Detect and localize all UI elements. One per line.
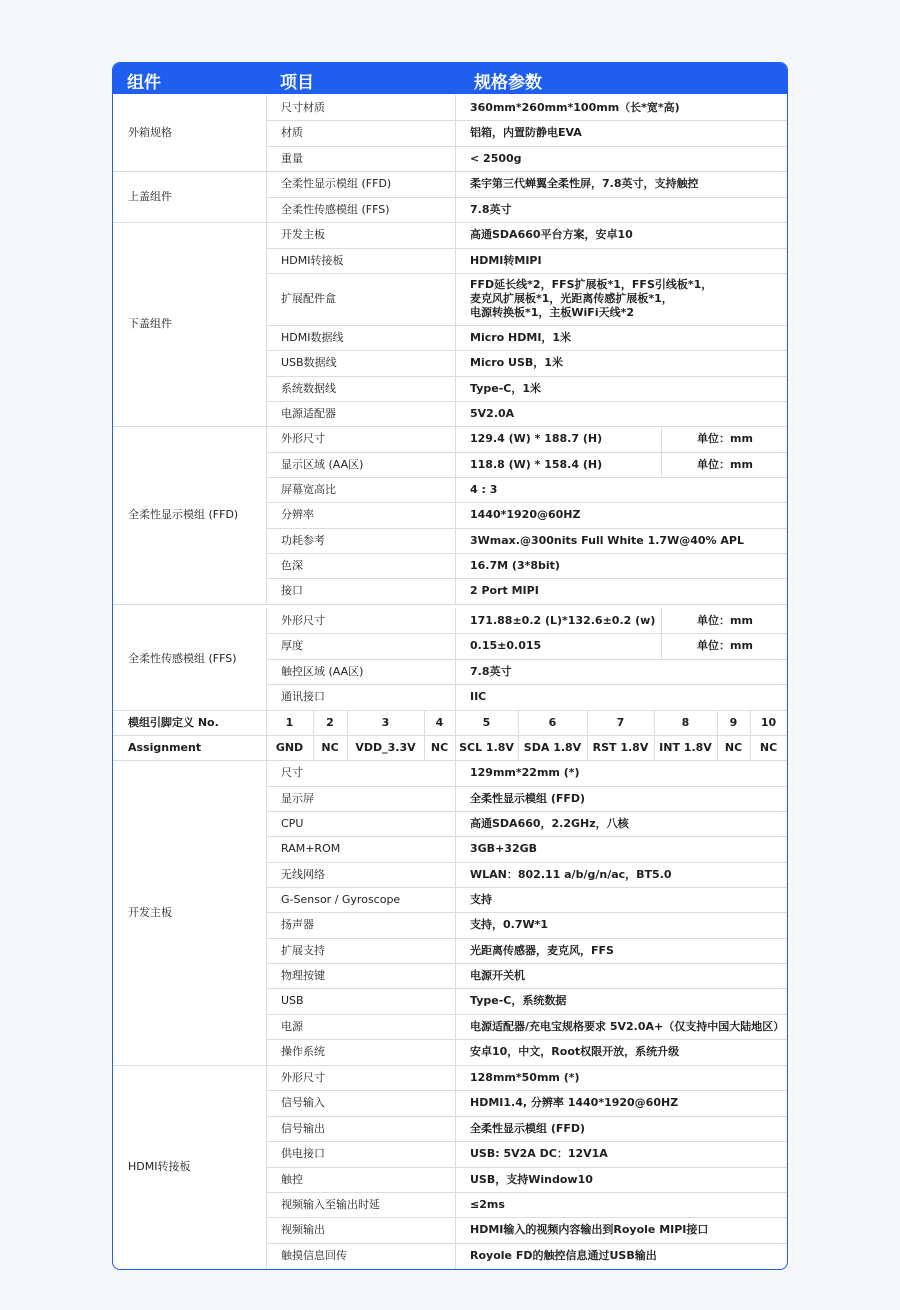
item-cell: 显示屏: [281, 791, 314, 805]
value-cell: ≤2ms: [470, 1197, 505, 1211]
value-cell: Type-C，系统数据: [470, 994, 567, 1007]
value-cell: IIC: [470, 690, 487, 703]
pin-assignment: VDD_3.3V: [355, 740, 416, 754]
item-cell: 材质: [281, 126, 303, 139]
value-cell: Micro HDMI，1米: [470, 330, 572, 344]
item-cell: 开发主板: [281, 228, 325, 241]
value-cell: 2 Port MIPI: [470, 584, 539, 597]
pin-number: 4: [435, 715, 444, 729]
value-cell: 3Wmax.@300nits Full White 1.7W@40% APL: [470, 533, 744, 547]
item-cell: 触摸信息回传: [281, 1249, 347, 1262]
value-cell: FFD延长线*2，FFS扩展板*1，FFS引线板*1， 麦克风扩展板*1，光距离传感扩展板*1， 电源转换板*1，主板WiFi天线*2: [470, 278, 713, 319]
value-cell: HDMI1.4, 分辨率 1440*1920@60HZ: [470, 1096, 679, 1109]
item-cell: HDMI转接板: [281, 253, 344, 267]
column-divider: [661, 633, 662, 659]
value-cell: 电源开关机: [470, 968, 525, 982]
item-cell: 功耗参考: [281, 533, 325, 547]
value-cell: 光距离传感器，麦克风，FFS: [470, 943, 614, 957]
value-cell: 全柔性显示模组 (FFD): [470, 791, 586, 805]
item-cell: 分辨率: [281, 508, 314, 521]
section-mainboard-title: 开发主板: [128, 905, 172, 919]
item-cell: USB: [281, 994, 304, 1007]
spec-table: [112, 62, 788, 1270]
value-cell: 360mm*260mm*100mm（长*宽*高): [470, 100, 680, 114]
item-cell: 系统数据线: [281, 381, 336, 395]
value-cell: USB: 5V2A DC：12V1A: [470, 1147, 608, 1160]
section-hdmi-board-title: HDMI转接板: [128, 1160, 191, 1173]
item-cell: 尺寸材质: [281, 100, 325, 114]
item-cell: 全柔性显示模组 (FFD): [281, 177, 392, 190]
item-cell: 扩展支持: [281, 943, 325, 957]
value-cell: 129.4 (W) * 188.7 (H): [470, 432, 603, 445]
pin-number-label: 模组引脚定义 No.: [128, 715, 219, 729]
item-cell: 外形尺寸: [281, 432, 325, 445]
item-cell: 屏幕宽高比: [281, 482, 336, 496]
pin-assignment: NC: [321, 740, 339, 754]
value-cell: Micro USB，1米: [470, 356, 563, 369]
pin-number: 2: [326, 715, 334, 729]
value-cell: 7.8英寸: [470, 664, 512, 678]
pin-assignment: GND: [275, 740, 304, 754]
item-cell: 外形尺寸: [281, 613, 325, 627]
item-cell: CPU: [281, 816, 304, 830]
value-cell: 铝箱，内置防静电EVA: [470, 126, 582, 139]
item-cell: 电源适配器: [281, 406, 336, 420]
value-cell: 电源适配器/充电宝规格要求 5V2.0A+（仅支持中国大陆地区）: [470, 1019, 785, 1033]
column-divider: [661, 608, 662, 633]
unit-cell: 单位：mm: [697, 432, 753, 445]
section-outer-box-title: 外箱规格: [128, 126, 172, 139]
section-top-cover-title: 上盖组件: [128, 189, 172, 203]
item-cell: 显示区域 (AA区): [281, 457, 364, 471]
pin-number: 1: [285, 715, 294, 729]
value-cell: 5V2.0A: [470, 406, 515, 420]
value-cell: 柔宇第三代蝉翼全柔性屏，7.8英寸，支持触控: [470, 177, 699, 190]
item-cell: 触控区域 (AA区): [281, 664, 364, 678]
value-cell: 129mm*22mm (*): [470, 766, 580, 779]
item-cell: 信号输出: [281, 1121, 325, 1135]
value-cell: USB，支持Window10: [470, 1172, 593, 1186]
value-cell: 3GB+32GB: [470, 842, 538, 855]
header-component: 组件: [127, 73, 161, 93]
pin-number: 5: [482, 715, 491, 729]
value-cell: 4 : 3: [470, 482, 498, 496]
item-cell: 扬声器: [281, 918, 314, 931]
item-cell: 物理按键: [281, 968, 325, 982]
item-cell: HDMI数据线: [281, 330, 344, 344]
value-cell: Type-C，1米: [470, 381, 541, 395]
item-cell: 尺寸: [281, 766, 303, 779]
pin-number: 3: [381, 715, 390, 729]
table-header: [113, 63, 787, 94]
value-cell: 128mm*50mm (*): [470, 1070, 580, 1084]
pin-assignment: SCL 1.8V: [459, 740, 514, 754]
value-cell: WLAN：802.11 a/b/g/n/ac，BT5.0: [470, 867, 672, 881]
item-cell: 重量: [281, 151, 303, 165]
item-cell: 无线网络: [281, 867, 325, 881]
value-cell: 171.88±0.2 (L)*132.6±0.2 (w): [470, 613, 656, 627]
row-divider: [113, 604, 787, 605]
section-ffd-title: 全柔性显示模组 (FFD): [128, 508, 239, 521]
value-cell: 高通SDA660，2.2GHz，八核: [470, 816, 629, 830]
item-cell: G-Sensor / Gyroscope: [281, 892, 401, 906]
item-cell: 视频输入至输出时延: [281, 1197, 380, 1211]
column-divider: [661, 426, 662, 452]
value-cell: 安卓10，中文，Root权限开放，系统升级: [470, 1045, 680, 1058]
item-cell: 接口: [281, 584, 303, 597]
item-cell: 视频输出: [281, 1223, 325, 1236]
section-ffs-title: 全柔性传感模组 (FFS): [128, 652, 237, 665]
header-spec: 规格参数: [474, 73, 542, 93]
section-bottom-cover-title: 下盖组件: [128, 317, 172, 330]
pin-number: 10: [760, 715, 777, 729]
value-cell: 支持: [470, 892, 492, 906]
value-cell: 支持，0.7W*1: [470, 918, 549, 931]
value-cell: 1440*1920@60HZ: [470, 508, 581, 521]
value-cell: 全柔性显示模组 (FFD): [470, 1121, 586, 1135]
value-cell: HDMI输入的视频内容输出到Royole MIPI接口: [470, 1223, 709, 1236]
pin-assignment: SDA 1.8V: [523, 740, 582, 754]
pin-number: 6: [548, 715, 557, 729]
item-cell: USB数据线: [281, 356, 337, 369]
value-cell: HDMI转MIPI: [470, 253, 542, 267]
value-cell: 7.8英寸: [470, 202, 512, 216]
pin-assignment-label: Assignment: [128, 740, 202, 754]
value-cell: 高通SDA660平台方案，安卓10: [470, 228, 633, 241]
item-cell: 厚度: [281, 639, 303, 652]
value-cell: 16.7M (3*8bit): [470, 558, 560, 572]
pin-number: 9: [729, 715, 738, 729]
item-cell: RAM+ROM: [281, 842, 341, 855]
item-cell: 供电接口: [281, 1147, 325, 1160]
pin-assignment: RST 1.8V: [592, 740, 649, 754]
pin-number: 8: [681, 715, 690, 729]
pin-assignment: NC: [759, 740, 778, 754]
pin-number: 7: [616, 715, 625, 729]
pin-assignment: NC: [430, 740, 449, 754]
item-cell: 色深: [281, 558, 303, 572]
header-item: 项目: [280, 73, 314, 93]
value-cell: < 2500g: [470, 151, 522, 165]
pin-assignment: INT 1.8V: [659, 740, 712, 754]
value-cell: 0.15±0.015: [470, 639, 542, 652]
column-divider: [661, 452, 662, 477]
item-cell: 外形尺寸: [281, 1070, 325, 1084]
item-cell: 信号输入: [281, 1096, 325, 1109]
value-cell: 118.8 (W) * 158.4 (H): [470, 457, 603, 471]
item-cell: 通讯接口: [281, 690, 325, 703]
item-cell: 扩展配件盒: [281, 292, 336, 305]
item-cell: 电源: [281, 1019, 303, 1033]
row-divider: [113, 735, 787, 736]
unit-cell: 单位：mm: [697, 457, 753, 471]
item-cell: 操作系统: [281, 1045, 325, 1058]
pin-assignment: NC: [724, 740, 743, 754]
item-cell: 触控: [281, 1172, 303, 1186]
item-cell: 全柔性传感模组 (FFS): [281, 202, 390, 216]
unit-cell: 单位：mm: [697, 639, 753, 652]
value-cell: Royole FD的触控信息通过USB输出: [470, 1249, 657, 1262]
row-divider: [113, 1269, 787, 1270]
unit-cell: 单位：mm: [697, 613, 753, 627]
